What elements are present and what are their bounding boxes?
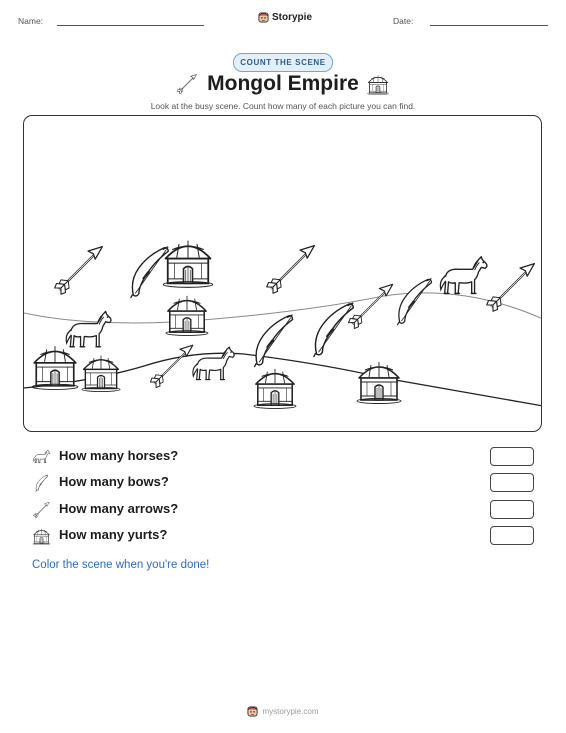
storypie-logo-icon	[258, 11, 269, 23]
arrow-icon	[55, 247, 103, 295]
footer	[0, 705, 566, 717]
yurt-icon	[82, 355, 120, 391]
question-horses	[32, 447, 534, 467]
question-text: How many yurts?	[59, 527, 168, 542]
yurt-icon	[357, 362, 401, 404]
question-yurts	[32, 526, 534, 546]
arrow-icon	[487, 264, 535, 312]
date-label: Date:	[393, 16, 414, 26]
arrow-icon	[32, 501, 51, 519]
horse-icon	[32, 448, 51, 466]
answer-box-arrows[interactable]	[490, 500, 534, 519]
brand-name: Storypie	[272, 11, 313, 23]
counting-scene	[23, 115, 542, 432]
question-text: How many bows?	[59, 474, 169, 489]
answer-box-yurts[interactable]	[490, 526, 534, 545]
name-label: Name:	[18, 16, 44, 26]
footer-site[interactable]: mystorypie.com	[262, 706, 319, 716]
yurt-icon	[366, 73, 390, 95]
yurt-icon	[32, 527, 51, 545]
arrow-icon	[150, 345, 192, 387]
name-line[interactable]	[57, 25, 204, 26]
bow-icon	[32, 474, 51, 492]
arrow-icon	[349, 284, 393, 328]
question-arrows	[32, 500, 534, 520]
yurt-icon	[166, 296, 208, 336]
yurt-icon	[254, 369, 296, 409]
question-bows	[32, 473, 534, 493]
storypie-logo-icon	[247, 705, 258, 717]
bow-icon	[397, 279, 431, 326]
page-title: Mongol Empire	[207, 72, 359, 95]
brand-logo	[258, 11, 312, 23]
date-line[interactable]	[430, 25, 548, 26]
question-text: How many horses?	[59, 448, 179, 463]
horse-icon	[193, 347, 234, 380]
yurt-icon	[163, 241, 213, 288]
bow-icon	[314, 303, 354, 357]
instructions-text: Look at the busy scene. Count how many of each picture you can find.	[150, 101, 416, 111]
question-text: How many arrows?	[59, 501, 179, 516]
bow-icon	[131, 247, 169, 298]
horse-icon	[440, 257, 487, 294]
closing-note: Color the scene when you're done!	[32, 559, 210, 571]
yurt-icon	[32, 346, 78, 389]
arrow-icon	[267, 246, 315, 294]
activity-badge: COUNT THE SCENE	[233, 53, 333, 72]
answer-box-horses[interactable]	[490, 447, 534, 466]
answer-box-bows[interactable]	[490, 473, 534, 492]
horse-icon	[66, 312, 111, 347]
